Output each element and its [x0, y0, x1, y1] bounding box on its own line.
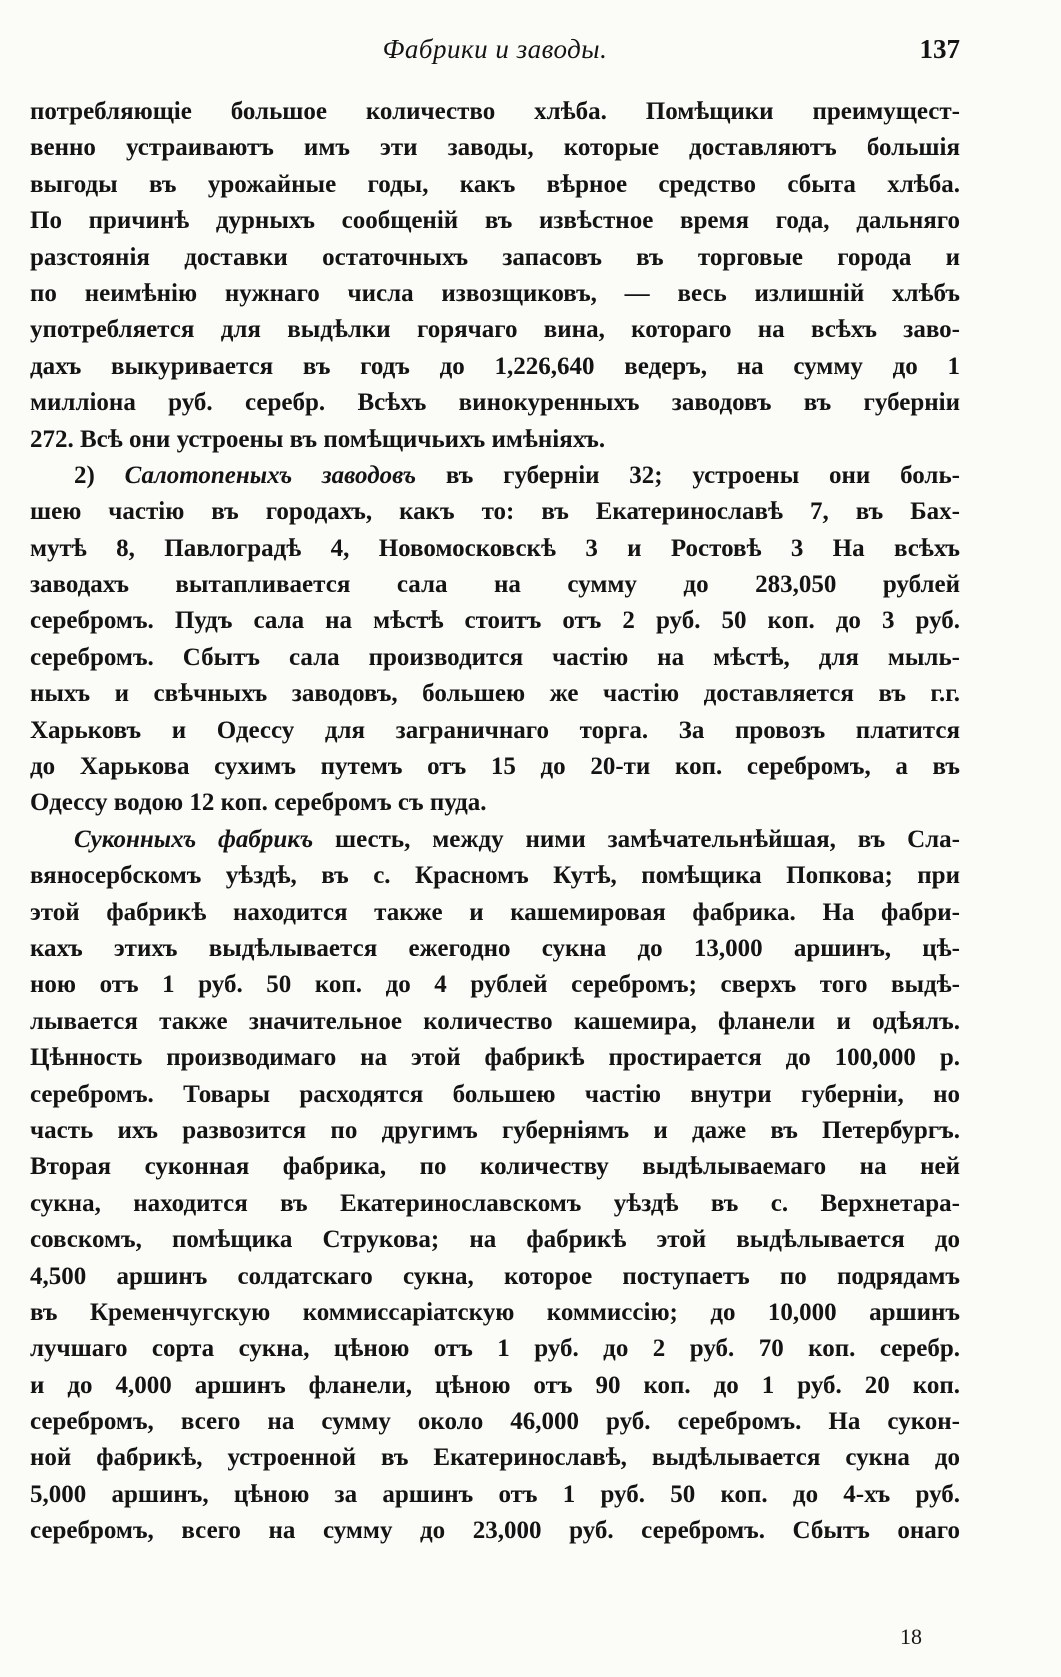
- text-line: По причинѣ дурныхъ сообщеній въ извѣстное время года, дальняго: [30, 207, 960, 235]
- text-line: совскомъ, помѣщика Струкова; на фабрикѣ этой выдѣлывается до: [30, 1226, 960, 1254]
- text-line: часть ихъ развозится по другимъ губерніямъ и даже въ Петербургъ.: [30, 1116, 960, 1144]
- text-line: серебромъ, всего на сумму до 23,000 руб. серебромъ. Сбытъ онаго: [30, 1517, 960, 1545]
- paragraph-number: 2): [74, 461, 95, 489]
- text-line: 5,000 аршинъ, цѣною за аршинъ отъ 1 руб. 50 коп. до 4-хъ руб.: [30, 1480, 960, 1508]
- text-line: въ Кременчугскую коммиссаріатскую коммиссію; до 10,000 аршинъ: [30, 1298, 960, 1326]
- paragraph-3-first-line: [30, 822, 960, 858]
- text-line: 4,500 аршинъ солдатскаго сукна, которое поступаетъ по подрядамъ: [30, 1262, 960, 1290]
- text-line: выгоды въ урожайные годы, какъ вѣрное средство сбыта хлѣба.: [30, 170, 960, 198]
- text-line: сукна, находится въ Екатеринославскомъ уѣздѣ въ с. Верхнетара-: [30, 1189, 960, 1217]
- page-number: 137: [919, 34, 960, 64]
- text-line: по неимѣнію нужнаго числа извозщиковъ, — весь излишній хлѣбъ: [30, 279, 960, 307]
- italic-term: Салотопеныхъ заводовъ: [124, 461, 417, 489]
- text-run: шесть, между ними замѣчательнѣйшая, въ Сла-: [335, 825, 961, 853]
- text-line: венно устраиваютъ имъ эти заводы, которые доставляютъ большія: [30, 134, 960, 162]
- text-line: серебромъ. Сбытъ сала производится частію на мѣстѣ, для мыль-: [30, 643, 960, 671]
- text-line: кахъ этихъ выдѣлывается ежегодно сукна до 13,000 аршинъ, цѣ-: [30, 934, 960, 962]
- text-line: шею частію въ городахъ, какъ то: въ Екатеринославѣ 7, въ Бах-: [30, 498, 960, 526]
- text-line: милліона руб. серебр. Всѣхъ винокуренныхъ заводовъ въ губерніи: [30, 389, 960, 417]
- text-line: ной фабрикѣ, устроенной въ Екатеринославѣ, выдѣлывается сукна до: [30, 1444, 960, 1472]
- text-line: Одессу водою 12 коп. серебромъ съ пуда.: [30, 789, 487, 817]
- text-line: серебромъ, всего на сумму около 46,000 руб. серебромъ. На сукон-: [30, 1408, 960, 1436]
- text-line: лывается также значительное количество кашемира, фланели и одѣялъ.: [30, 1007, 960, 1035]
- text-line: Цѣнность производимаго на этой фабрикѣ простирается до 100,000 р.: [30, 1044, 960, 1072]
- page-header: [30, 34, 960, 74]
- text-line: до Харькова сухимъ путемъ отъ 15 до 20-ти коп. серебромъ, а въ: [30, 753, 960, 781]
- text-line: и до 4,000 аршинъ фланели, цѣною отъ 90 коп. до 1 руб. 20 коп.: [30, 1371, 960, 1399]
- text-line: Вторая суконная фабрика, по количеству выдѣлываемаго на ней: [30, 1153, 960, 1181]
- signature-mark: 18: [900, 1624, 922, 1649]
- text-line: потребляющіе большое количество хлѣба. Помѣщики преимущест-: [30, 98, 960, 125]
- text-line: заводахъ вытапливается сала на сумму до 283,050 рублей: [30, 571, 960, 599]
- text-line: этой фабрикѣ находится также и кашемировая фабрика. На фабри-: [30, 898, 960, 926]
- text-line: ныхъ и свѣчныхъ заводовъ, большею же частію доставляется въ г.г.: [30, 680, 960, 708]
- body-text: [30, 94, 960, 1550]
- text-line: мутѣ 8, Павлоградѣ 4, Новомосковскѣ 3 и Ростовѣ 3 На всѣхъ: [30, 534, 960, 562]
- italic-term: Суконныхъ фабрикъ: [74, 825, 314, 853]
- text-run: въ губерніи 32; устроены они боль-: [445, 461, 960, 489]
- text-line: ною отъ 1 руб. 50 коп. до 4 рублей серебромъ; сверхъ того выдѣ-: [30, 971, 960, 999]
- text-line: разстоянія доставки остаточныхъ запасовъ въ торговые города и: [30, 243, 960, 271]
- text-line: серебромъ. Товары расходятся большею частію внутри губерніи, но: [30, 1080, 960, 1108]
- text-line: лучшаго сорта сукна, цѣною отъ 1 руб. до 2 руб. 70 коп. серебр.: [30, 1335, 960, 1363]
- text-line: Харьковъ и Одессу для заграничнаго торга. За провозъ платится: [30, 716, 960, 744]
- text-line: употребляется для выдѣлки горячаго вина, котораго на всѣхъ заво-: [30, 316, 960, 344]
- text-line: 272. Всѣ они устроены въ помѣщичьихъ имѣніяхъ.: [30, 425, 606, 453]
- paragraph-2-first-line: [30, 458, 960, 494]
- text-line: дахъ выкуривается въ годъ до 1,226,640 ведеръ, на сумму до 1: [30, 352, 960, 380]
- text-line: вяносербскомъ уѣздѣ, въ с. Красномъ Кутѣ, помѣщика Попкова; при: [30, 862, 960, 890]
- running-title: Фабрики и заводы.: [382, 34, 608, 64]
- text-line: серебромъ. Пудъ сала на мѣстѣ стоитъ отъ 2 руб. 50 коп. до 3 руб.: [30, 607, 960, 635]
